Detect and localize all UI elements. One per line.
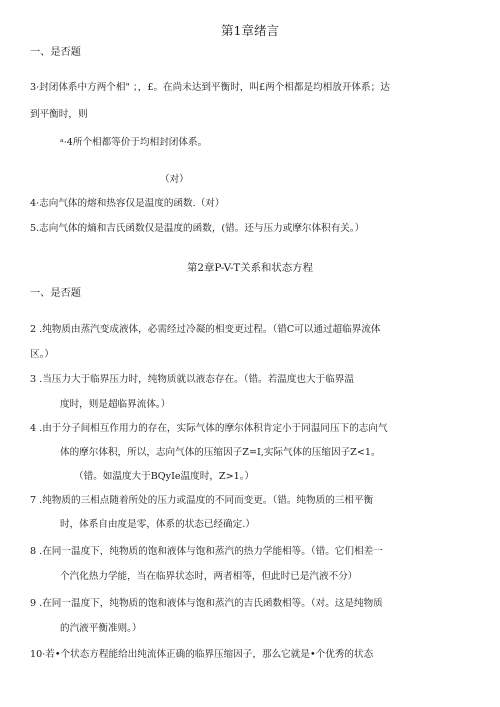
ch2-q2-line2: 区。） xyxy=(30,349,54,360)
ch2-q4-line2: 体的摩尔体积，所以，志向气体的压缩因子Z=I,实际气体的压缩因子Z<1。 xyxy=(60,447,381,458)
chapter1-title: 第1章绪言 xyxy=(221,23,279,38)
ch1-q3-line3: ᵃ·4所个相都等价于均相封闭体系。 xyxy=(60,137,208,148)
ch2-q3-line1: 3 .当压力大于临界压力时，纯物质就以液态存在。（错。若温度也大于临界温 xyxy=(30,374,354,385)
chapter2-section-heading: 一、是否题 xyxy=(30,288,81,299)
ch2-q7-line1: 7 .纯物质的三相点随着所处的压力或温度的不同而变更。（错。纯物质的三相平衡 xyxy=(30,495,374,506)
ch2-q3-line2: 度时，则是超临界流体。） xyxy=(60,399,171,410)
ch2-q2-line1: 2 .纯物质由蒸汽变成液体，必需经过冷凝的相变更过程。（错C可以通过超临界流体 xyxy=(30,324,381,335)
ch1-q3-line2: 到平衡时，则 xyxy=(30,109,88,120)
ch2-q9-line1: 9 .在同一温度下，纯物质的饱和液体与饱和蒸汽的吉氏函数相等。（对。这是纯物质 xyxy=(30,598,383,609)
ch2-q8-line1: 8 .在同一温度下，纯物质的饱和液体与饱和蒸汽的热力学能相等。（错。它们相差一 xyxy=(30,546,383,557)
ch2-q7-line2: 时，体系自由度是零，体系的状态已经确定.） xyxy=(60,519,255,530)
ch1-q4: 4·志向气体的熔和热容仅是温度的函数.（对） xyxy=(30,198,225,209)
ch1-q3-answer: （对） xyxy=(160,174,189,185)
ch2-q8-line2: 个汽化热力学能，当在临界状态时，两者相等，但此时已是汽液不分） xyxy=(60,571,358,582)
ch1-q3-line1: 3·封闭体系中方两个相" ；，£。在尚未达到平衡时，叫£两个相都是均相放开体系；达 xyxy=(30,82,390,93)
ch2-q4-line3: （错。如温度大于BQyIe温度时，Z>1。） xyxy=(74,471,255,482)
ch2-q4-line1: 4 .由于分子间相互作用力的存在，实际气体的摩尔体积肯定小于同温同压下的志向气 xyxy=(30,423,388,434)
ch2-q10-line1: 10·若•个状态方程能给出纯流体正确的临界压缩因子，那么它就是•个优秀的状态 xyxy=(30,649,374,660)
chapter1-section-heading: 一、是否题 xyxy=(30,47,81,58)
ch2-q9-line2: 的汽液平衡准则。） xyxy=(60,623,142,634)
ch1-q5: 5.志向气体的熵和吉氏函数仅是温度的函数，(错。还与压力或摩尔体积有关。） xyxy=(30,223,365,234)
chapter2-title: 第2章P-V-T关系和状态方程 xyxy=(187,262,313,274)
